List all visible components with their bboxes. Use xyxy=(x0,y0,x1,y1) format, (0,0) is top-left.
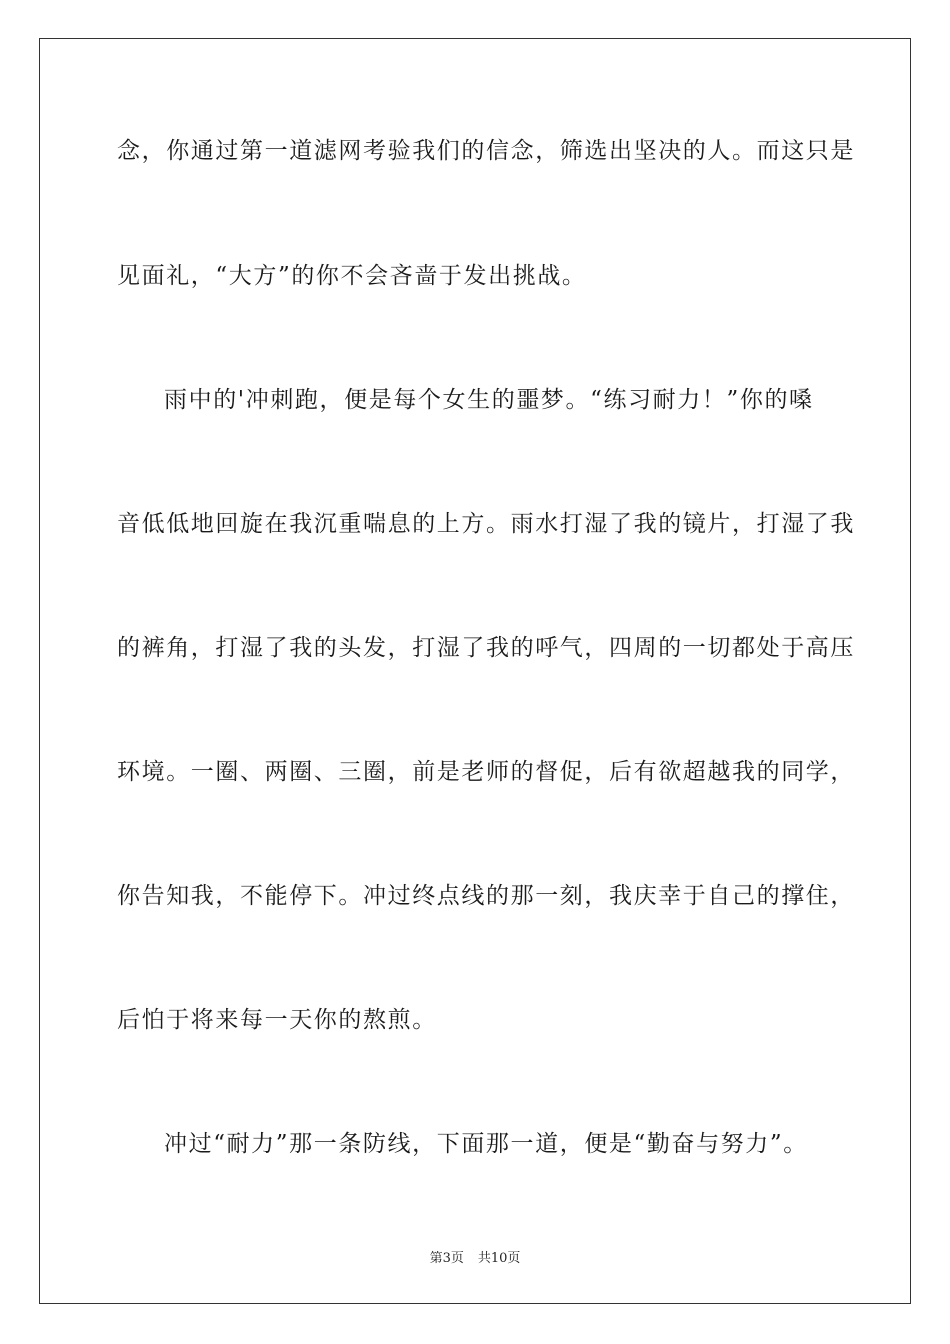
page-total: 共10页 xyxy=(477,1251,521,1266)
page-number: 第3页 xyxy=(429,1251,464,1266)
text-line: 环境。一圈、两圈、三圈，前是老师的督促，后有欲超越我的同学， xyxy=(117,759,855,785)
page-border xyxy=(39,38,911,1304)
text-line: 念，你通过第一道滤网考验我们的信念，筛选出坚决的人。而这只是 xyxy=(117,138,855,164)
text-line: 的裤角，打湿了我的头发，打湿了我的呼气，四周的一切都处于高压 xyxy=(117,635,855,661)
text-line: 见面礼，“大方”的你不会吝啬于发出挑战。 xyxy=(117,263,587,289)
text-line: 后怕于将来每一天你的熬煎。 xyxy=(117,1007,437,1033)
paragraph-start-line: 雨中的'冲刺跑，便是每个女生的噩梦。“练习耐力！”你的嗓 xyxy=(164,387,814,413)
paragraph-start-line: 冲过“耐力”那一条防线，下面那一道，便是“勤奋与努力”。 xyxy=(164,1131,808,1157)
text-line: 音低低地回旋在我沉重喘息的上方。雨水打湿了我的镜片，打湿了我 xyxy=(117,511,855,537)
page-footer xyxy=(0,1247,950,1266)
text-line: 你告知我，不能停下。冲过终点线的那一刻，我庆幸于自己的撑住， xyxy=(117,883,855,909)
